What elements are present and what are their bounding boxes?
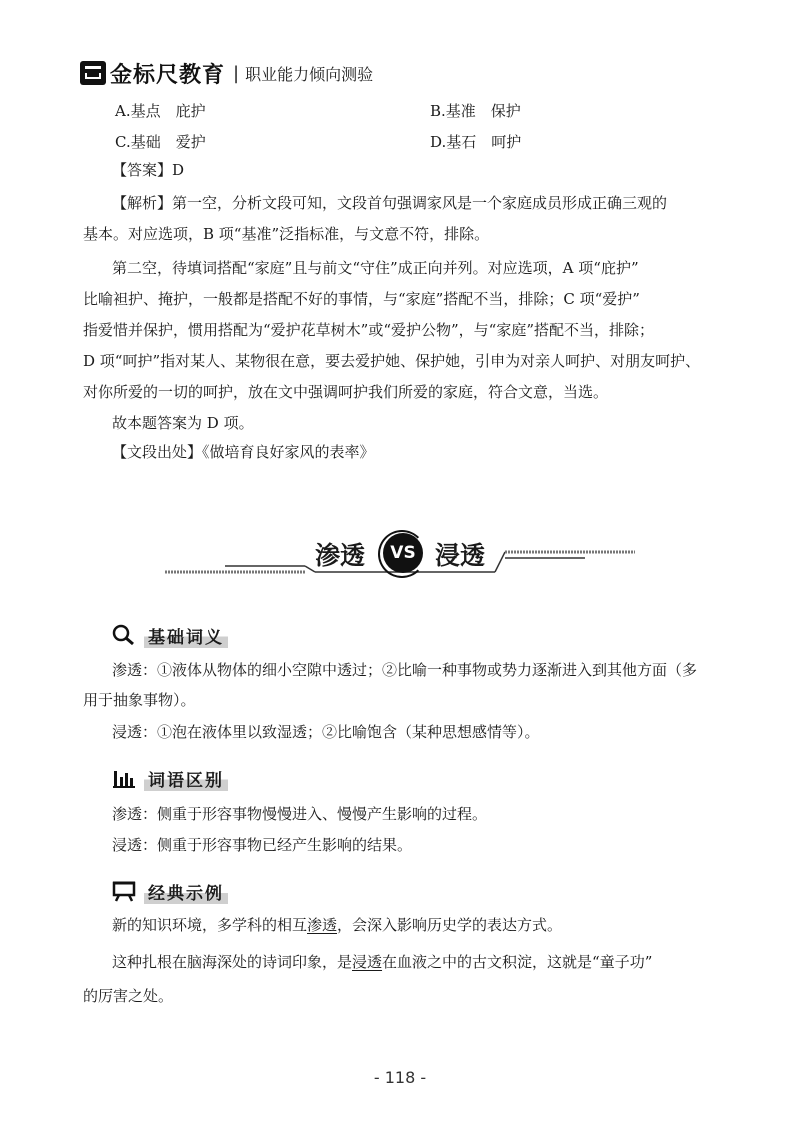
- source-title: 《做培育良好家风的表率》: [202, 443, 375, 461]
- example-text: 这种扎根在脑海深处的诗词印象，是: [112, 953, 353, 971]
- option-letter: D.: [430, 133, 447, 151]
- example-line-2: [112, 952, 652, 972]
- example-line-1: [112, 915, 562, 935]
- example-line-3: 的厉害之处。: [83, 987, 174, 1005]
- option-c: [115, 131, 206, 152]
- section-difference-header: [112, 765, 228, 791]
- meaning-line-1: 渗透：①液体从物体的细小空隙中透过；②比喻一种事物或势力逐渐进入到其他方面（多: [112, 661, 698, 679]
- compare-word-2: 浸透: [435, 541, 486, 570]
- analysis-line-6: D 项“呵护”指对某人、某物很在意，要去爱护她、保护她，引申为对亲人呵护、对朋友呵护、: [83, 352, 701, 370]
- brand-name: 金标尺教育: [110, 62, 226, 88]
- analysis-line-3: 第二空，待填词搭配“家庭”且与前文“守住”成正向并列。对应选项，A 项“庇护”: [112, 259, 639, 277]
- answer-line: [112, 160, 184, 180]
- section-title: 词语区别: [144, 766, 228, 791]
- section-meaning-header: [112, 622, 228, 648]
- analysis-line-4: 比喻袒护、掩护，一般都是搭配不好的事情，与“家庭”搭配不当，排除；C 项“爱护”: [83, 290, 640, 308]
- section-title: 经典示例: [144, 879, 228, 904]
- source-label: 【文段出处】: [112, 443, 203, 461]
- source-line: [112, 442, 375, 462]
- meaning-line-3: 浸透：①泡在液体里以致湿透；②比喻饱含（某种思想感情等）。: [112, 723, 540, 741]
- option-text: 基础 爱护: [130, 133, 206, 151]
- brand-logo-icon: [80, 61, 106, 85]
- answer-value: D: [172, 161, 185, 179]
- example-text: ，会深入影响历史学的表达方式。: [337, 916, 563, 934]
- page-header: [80, 58, 373, 88]
- subject-title: 职业能力倾向测验: [245, 64, 374, 84]
- example-text: 新的知识环境，多学科的相互: [112, 916, 308, 934]
- option-letter: A.: [115, 102, 131, 120]
- conclusion-line: 故本题答案为 D 项。: [112, 414, 254, 432]
- difference-line-1: 渗透：侧重于形容事物慢慢进入、慢慢产生影响的过程。: [112, 805, 488, 823]
- difference-line-2: 浸透：侧重于形容事物已经产生影响的结果。: [112, 836, 413, 854]
- comparison-banner: [165, 530, 635, 580]
- bar-chart-icon: [112, 767, 136, 789]
- analysis-line-1: [112, 193, 667, 213]
- option-text: 基石 呵护: [446, 133, 522, 151]
- section-examples-header: [112, 878, 228, 904]
- option-text: 基点 庇护: [130, 102, 206, 120]
- analysis-label: 【解析】: [112, 194, 173, 212]
- answer-label: 【答案】: [112, 161, 173, 179]
- vs-badge: VS: [383, 533, 423, 573]
- option-a: [115, 100, 206, 121]
- example-keyword: 渗透: [307, 916, 338, 934]
- meaning-line-2: 用于抽象事物）。: [83, 691, 196, 709]
- option-letter: C.: [115, 133, 131, 151]
- header-separator: |: [233, 62, 240, 84]
- magnifier-icon: [112, 624, 136, 646]
- section-title: 基础词义: [144, 623, 228, 648]
- easel-icon: [112, 880, 136, 902]
- option-d: [430, 131, 521, 152]
- example-keyword: 浸透: [352, 953, 383, 971]
- page-number: - 118 -: [373, 1068, 427, 1087]
- analysis-line-2: 基本。对应选项，B 项“基准”泛指标准，与文意不符，排除。: [83, 225, 490, 243]
- option-letter: B.: [430, 102, 446, 120]
- option-text: 基准 保护: [445, 102, 521, 120]
- compare-word-1: 渗透: [315, 541, 366, 570]
- analysis-line-7: 对你所爱的一切的呵护，放在文中强调呵护我们所爱的家庭，符合文意，当选。: [83, 383, 609, 401]
- analysis-line-5: 指爱惜并保护，惯用搭配为“爱护花草树木”或“爱护公物”，与“家庭”搭配不当，排除；: [83, 321, 655, 339]
- example-text: 在血液之中的古文积淀，这就是“童子功”: [382, 953, 653, 971]
- option-b: [430, 100, 521, 121]
- analysis-text: 第一空，分析文段可知，文段首句强调家风是一个家庭成员形成正确三观的: [172, 194, 668, 212]
